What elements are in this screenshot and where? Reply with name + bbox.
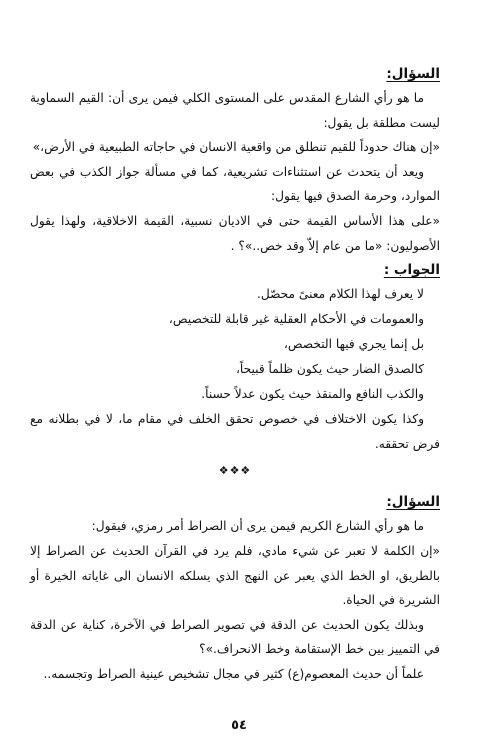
answer-line: والعمومات في الأحكام العقلية غير قابلة للتخصيص، bbox=[168, 312, 424, 327]
answer-line: بل إنما يجري فيها التخصص، bbox=[283, 337, 424, 352]
question-heading: السؤال: bbox=[386, 494, 440, 511]
question-heading: السؤال: bbox=[386, 66, 440, 82]
answer-line: لا يعرف لهذا الكلام معنىً محصّل. bbox=[256, 287, 424, 302]
answer-line: كالصدق الضار حيث يكون ظلماً قبيحاً، bbox=[235, 362, 424, 377]
question-quote: «على هذا الأساس القيمة حتى في الاديان نسبية، القيمة الاخلاقية، ولهذا يقول الأصوليون: «ما من عام إلاّ وقد خص..»؟ . bbox=[30, 213, 440, 253]
answer-closing: وكذا يكون الاختلاف في خصوص تحقق الخلف في مقام ما، لا في بطلانه مع فرض تحققه. bbox=[30, 412, 440, 451]
question-paragraph: ويعد أن يتحدث عن استثناءات تشريعية، كما في مسألة جواز الكذب في بعض الموارد، وحرمة الصدق فيها يقول: bbox=[30, 164, 440, 204]
section-divider: ❖❖❖ bbox=[218, 464, 252, 478]
page-number: ٥٤ bbox=[231, 718, 247, 733]
document-page bbox=[30, 62, 440, 740]
answer-heading: الجواب : bbox=[383, 262, 440, 279]
question-paragraph: ما هو رأي الشارع المقدس على المستوى الكلي فيمن يرى أن: القيم السماوية ليست مطلقة بل يقول: bbox=[30, 91, 440, 130]
question-quote: «إن هناك حدوداً للقيم تنطلق من واقعية الانسان في حاجاته الطبيعية في الأرض،» bbox=[32, 140, 440, 155]
question-paragraph: وبذلك يكون الحديث عن الدقة في تصوير الصراط في الآخرة، كناية عن الدقة في التمييز بين خط الإستقامة وخط الانحراف.»؟ bbox=[30, 617, 440, 657]
question-paragraph: علماً أن حديث المعصوم(ع) كثير في مجال تشخيص عينية الصراط وتجسمه.. bbox=[43, 666, 424, 681]
question-quote: «إن الكلمة لا تعبر عن شيء مادي، فلم يرد في القرآن الحديث عن الصراط إلا بالطريق، او الخط الذي يعبر عن النهج الذي يسلكه الانسان الى غاياته الخيرة أو الشريرة في الحياة. bbox=[30, 543, 440, 608]
question-paragraph: ما هو رأي الشارع الكريم فيمن يرى أن الصراط أمر رمزي، فيقول: bbox=[91, 519, 424, 534]
answer-line: والكذب النافع والمنقذ حيث يكون عدلاً حسناً. bbox=[201, 387, 424, 402]
